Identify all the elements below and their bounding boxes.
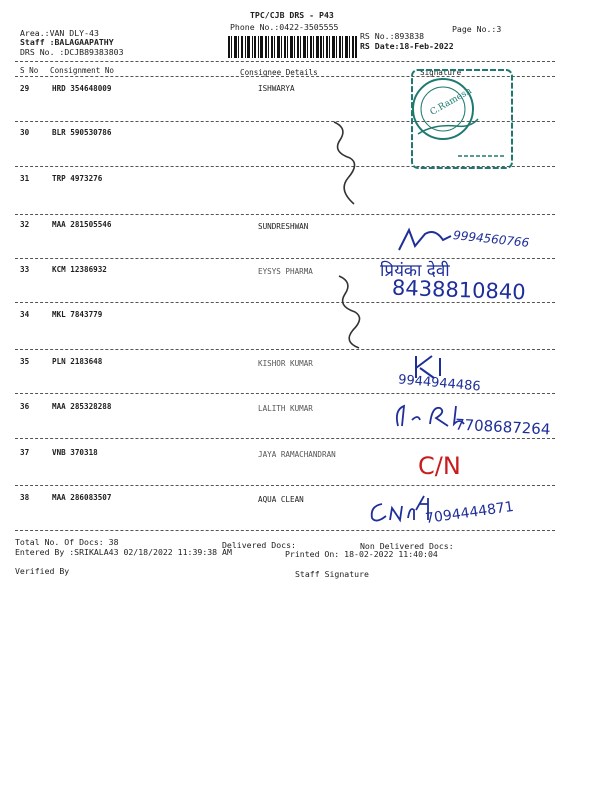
column-sno: S No [20, 66, 39, 75]
delivered-docs: Delivered Docs: [222, 540, 296, 550]
row32-phone: 9994560766 [452, 228, 530, 250]
area-label: Area.:VAN DLY-43 [20, 28, 99, 38]
row38-phone: 7094444871 [424, 498, 515, 528]
rs-date: RS Date:18-Feb-2022 [360, 41, 454, 51]
row-divider [15, 530, 555, 531]
row-sno: 37 [20, 448, 30, 457]
row-divider [15, 258, 555, 259]
row-consignee: ISHWARYA [258, 84, 295, 93]
row-divider [15, 438, 555, 439]
signature-row32 [395, 226, 455, 256]
row-consignee: KISHOR KUMAR [258, 359, 313, 368]
row33-name: प्रियंका देवी [380, 261, 450, 281]
row-divider [15, 349, 555, 350]
entered-by: Entered By :SRIKALA43 02/18/2022 11:39:38 AM [15, 547, 232, 557]
row-sno: 38 [20, 493, 30, 502]
row-consignment: BLR 590530786 [52, 128, 112, 137]
stamp-text: C.Ramesh [428, 86, 474, 118]
brace-mark [330, 118, 370, 208]
row37-note: C/N [418, 452, 461, 480]
header-divider-top [15, 61, 555, 62]
drs-number: DRS No. :DCJB89383803 [20, 47, 124, 57]
row-consignee: SUNDRESHWAN [258, 222, 309, 231]
staff-label: Staff :BALAGAAPATHY [20, 37, 114, 47]
row-sno: 34 [20, 310, 30, 319]
row33-phone: 8438810840 [391, 275, 526, 305]
phone-number: Phone No.:0422-3505555 [230, 22, 339, 32]
row-consignment: MKL 7843779 [52, 310, 103, 319]
row-consignment: HRD 354648009 [52, 84, 112, 93]
row-consignment: MAA 281505546 [52, 220, 112, 229]
row-consignment: PLN 2183648 [52, 357, 103, 366]
row-sno: 33 [20, 265, 30, 274]
column-signature: Signature [420, 68, 462, 77]
row-consignment: KCM 12386932 [52, 265, 107, 274]
row-consignee: EYSYS PHARMA [258, 267, 313, 276]
row35-phone: 9944944486 [397, 372, 482, 395]
row36-phone: 7708687264 [454, 415, 551, 439]
row-sno: 32 [20, 220, 30, 229]
verified-by: Verified By [15, 566, 70, 576]
row-divider [15, 485, 555, 486]
row-sno: 30 [20, 128, 30, 137]
row-sno: 31 [20, 174, 30, 183]
document-title: TPC/CJB DRS - P43 [250, 10, 334, 20]
row-consignee: JAYA RAMACHANDRAN [258, 450, 336, 459]
row-consignee: AQUA CLEAN [258, 495, 304, 504]
row-sno: 29 [20, 84, 30, 93]
printed-on: Printed On: 18-02-2022 11:40:04 [285, 549, 438, 559]
row-consignment: TRP 4973276 [52, 174, 103, 183]
column-consignee: Consignee Details [240, 68, 318, 77]
barcode [228, 36, 358, 58]
row-sno: 36 [20, 402, 30, 411]
row-consignment: MAA 285328288 [52, 402, 112, 411]
column-consignment: Consignment No [50, 66, 115, 75]
row-sno: 35 [20, 357, 30, 366]
row-consignment: MAA 286083507 [52, 493, 112, 502]
non-delivered-docs: Non Delivered Docs: [360, 541, 454, 551]
row-divider [15, 214, 555, 215]
staff-signature: Staff Signature [295, 569, 369, 579]
row-consignee: LALITH KUMAR [258, 404, 313, 413]
brace-mark [335, 272, 375, 352]
delivery-stamp [398, 64, 518, 174]
page-number: Page No.:3 [452, 24, 502, 34]
rs-number: RS No.:893838 [360, 31, 425, 41]
total-docs: Total No. Of Docs: 38 [15, 537, 119, 547]
row-consignment: VNB 370318 [52, 448, 98, 457]
